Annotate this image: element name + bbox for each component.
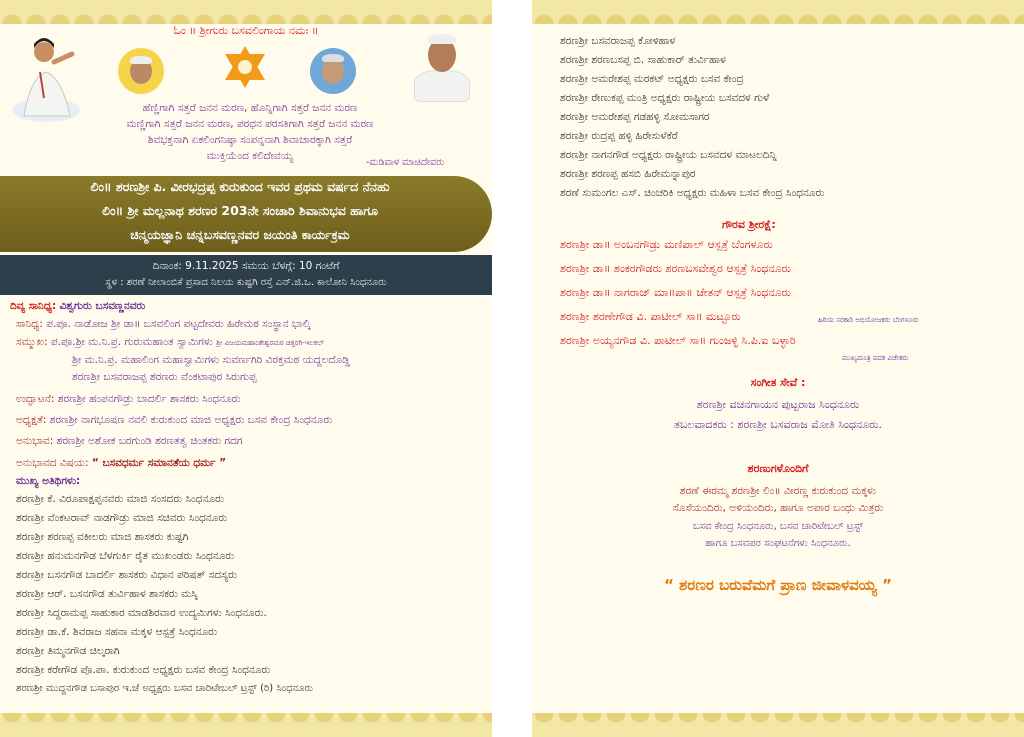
- vishaya-row: ಅನುಭಾವದ ವಿಷಯ: “ ಬಸವಧರ್ಮ ಸಮಾನತೆಯ ಧರ್ಮ ”: [16, 457, 227, 469]
- list-item: ಶರಣಶ್ರೀ ಅಮರೇಶಪ್ಪ ಮರಕಟ್ ಅಧ್ಯಕ್ಷರು ಬಸವ ಕೇಂದ್ರ: [560, 73, 744, 85]
- verse-author: -ಮಡಿವಾಳ ಮಾಚಿದೇವರು: [366, 157, 445, 168]
- honor-item: ಶರಣಶ್ರೀ ಶರಣೇಗೌಡ ವಿ. ಪಾಟೀಲ್ ಸಾ॥ ಮಟ್ಟೂರು: [560, 310, 741, 323]
- divya-row: ದಿವ್ಯ ಸಾನಿಧ್ಯ: ವಿಶ್ವಗುರು ಬಸವಣ್ಣನವರು: [10, 300, 146, 312]
- banner-line-1: ಲಿಂ॥ ಶರಣಶ್ರೀ ಪಿ. ವೀರಭದ್ರಪ್ಪ ಕುರುಕುಂದ ಇವರ ಪ್ರಥಮ ವರ್ಷದ ನೆನಹು: [90, 179, 390, 194]
- portrait-1: [118, 48, 164, 94]
- list-item: ಶರಣಶ್ರೀ ಶರಣಬಸಪ್ಪ ಬಿ. ಸಾಹುಕಾರ್ ತುರ್ವಿಹಾಳ: [560, 54, 726, 66]
- music-line-2: ತಬಲವಾದಕರು : ಶರಣಶ್ರೀ ಬಸವರಾಜ ಮೋತಿ ಸಿಂಧನೂರು.: [674, 418, 882, 431]
- list-item: ಶರಣಶ್ರೀ ಶರಣಪ್ಪ ವಕೀಲರು ಮಾಜಿ ಶಾಸಕರು ಕುಷ್ಟಗಿ: [16, 531, 189, 543]
- top-ornament-border: [0, 0, 492, 24]
- honor-item: ಶರಣಶ್ರೀ ಡಾ॥ ಶಂಕರಗೌಡರು ಶರಣಬಸವೇಶ್ವರ ಆಸ್ಪತ್ರೆ ಸಿಂಧನೂರು: [560, 262, 791, 275]
- guests-heading: ಮುಖ್ಯ ಅತಿಥಿಗಳು:: [16, 475, 81, 487]
- verse-line-2: ಮಣ್ಣಿಗಾಗಿ ಸತ್ತರೆ ಜನನ ಮರಣ, ಪರಧನ ಪರಸತಿಗಾಗಿ ಸತ್ತರೆ ಜನನ ಮರಣ: [126, 118, 374, 130]
- list-item: ಶರಣಶ್ರೀ ಬಸವರಾಜಪ್ಪ ಕೋಳಿಹಾಳ: [560, 35, 676, 47]
- sammukha-line-2: ಶ್ರೀ ಮ.ನಿ.ಪ್ರ. ಮಹಾಲಿಂಗ ಮಹಾಸ್ವಾಮಿಗಳು ಸುವರ್ಣಗಿರಿ ವಿರಕ್ತಮಠ ಯದ್ದಲದೊಡ್ಡಿ: [72, 354, 350, 366]
- portrait-2: [310, 48, 356, 94]
- list-item: ಶರಣಶ್ರೀ ರೇಣುಕಪ್ಪ ಮಂತ್ರಿ ಅಧ್ಯಕ್ಷರು ರಾಷ್ಟ್ರೀಯ ಬಸವದಳ ಗುಳೆ: [560, 92, 770, 104]
- invocation: ಓಂ ॥ ಶ್ರೀಗುರು ಬಸವಲಿಂಗಾಯ ನಮಃ ॥: [173, 24, 319, 37]
- with-line-4: ಹಾಗೂ ಬಸವಪರ ಸಂಘಟನೆಗಳು ಸಿಂಧನೂರು.: [705, 538, 851, 549]
- banner-line-2: ಲಿಂ॥ ಶ್ರೀ ಮಲ್ಲನಾಥ ಶರಣರ 203ನೇ ಸಂಚಾರಿ ಶಿವಾನುಭವ ಹಾಗೂ: [102, 203, 378, 218]
- title-banner: [0, 176, 492, 252]
- list-item: ಶರಣಶ್ರೀ ಶರಣಪ್ಪ ಹಸಬಿ ಹಿರೇಮನ್ನಾಪುರ: [560, 168, 696, 180]
- honor-item: ಶರಣಶ್ರೀ ಅಯ್ಯನಗೌಡ ವಿ. ಪಾಟೀಲ್ ಸಾ॥ ಗುಂಜಳ್ಳಿ ಸಿ.ಪಿ.ಐ ಬಳ್ಳಾರಿ: [560, 334, 796, 347]
- anubhava-row: ಅನುಭಾವ: ಶರಣಶ್ರೀ ಅಶೋಕ ಬರಗುಂಡಿ ಶರಣತತ್ವ ಚಿಂತಕರು ಗದಗ: [16, 435, 243, 447]
- right-page: [532, 0, 1024, 737]
- top-ornament-border: [532, 0, 1024, 24]
- page-gutter: [492, 0, 532, 737]
- with-line-3: ಬಸವ ಕೇಂದ್ರ ಸಿಂಧನೂರು, ಬಸವ ಚಾರಿಟೇಬಲ್ ಟ್ರಸ್ಟ್: [693, 521, 863, 532]
- sanidhya-row: ಸಾನಿಧ್ಯ: ಪ.ಪೂ. ನಾಡೋಜ ಶ್ರೀ ಡಾ॥ ಬಸವಲಿಂಗ ಪಟ್ಟದೇವರು ಹಿರೇಮಠ ಸಂಸ್ಥಾನ ಭಾಲ್ಕಿ: [16, 318, 311, 330]
- venue-line: ಸ್ಥಳ : ಶರಣೆ ನೀಲಾಂಬಿಕೆ ಪ್ರಸಾದ ನಿಲಯ ಕುಷ್ಟಗಿ ರಸ್ತೆ ಎನ್.ಜಿ.ಒ. ಕಾಲೋನಿ ಸಿಂಧನೂರು: [105, 277, 387, 288]
- honor-small-1: ಹಿರಿಯ ಸರಕಾರಿ ಅಭಿಯೋಜಕರು ಬೆಂಗಳೂರು: [818, 316, 919, 324]
- sammukha-row: ಸಮ್ಮುಖ: ಪ.ಪೂ.ಶ್ರೀ ಮ.ನಿ.ಪ್ರ. ಗುರುಮಹಾಂತ ಸ್ವಾಮಿಗಳು ಶ್ರೀ ವಿಜಯಮಹಾಂತೇಶ್ವರಮಠ ಚಿತ್ತರಗಿ-ಇಲಕಲ್: [16, 336, 324, 348]
- date-line: ದಿನಾಂಕ: 9.11.2025 ಸಮಯ ಬೆಳಗ್ಗೆ: 10 ಗಂಟೆಗೆ: [152, 260, 340, 272]
- bottom-ornament-border: [0, 713, 492, 737]
- date-venue-bar: [0, 255, 492, 295]
- music-heading: ಸಂಗೀತ ಸೇವೆ :: [750, 376, 806, 389]
- bottom-ornament-border: [532, 713, 1024, 737]
- closing-quote: “ ಶರಣರ ಬರುವೆಮಗೆ ಪ್ರಾಣ ಜೀವಾಳವಯ್ಯ ”: [663, 576, 893, 594]
- honor-heading: ಗೌರವ ಶ್ರೀರಕ್ಷೆ:: [722, 218, 776, 231]
- list-item: ಶರಣಶ್ರೀ ನಾಗನಗೌಡ ಅಧ್ಯಕ್ಷರು ರಾಷ್ಟ್ರೀಯ ಬಸವದಳ ಮಾಟಲದಿನ್ನಿ: [560, 149, 777, 161]
- list-item: ಶರಣಶ್ರೀ ಆರ್. ಬಸನಗೌಡ ತುರ್ವಿಹಾಳ ಶಾಸಕರು ಮಸ್ಕಿ: [16, 588, 198, 600]
- honor-item: ಶರಣಶ್ರೀ ಡಾ॥ ನಾಗರಾಜ್ ಮಾ॥ಪಾ॥ ಚೇತನ್ ಆಸ್ಪತ್ರೆ ಸಿಂಧನೂರು: [560, 286, 791, 299]
- list-item: ಶರಣಶ್ರೀ ಕೆ. ವಿರೂಪಾಕ್ಷಪ್ಪನವರು ಮಾಜಿ ಸಂಸದರು ಸಿಂಧನೂರು: [16, 493, 224, 505]
- list-item: ಶರಣೆ ಸುಮಂಗಲ ಎಸ್. ಚಿಂಚರಿಕಿ ಅಧ್ಯಕ್ಷರು ಮಹಿಳಾ ಬಸವ ಕೇಂದ್ರ ಸಿಂಧನೂರು: [560, 187, 825, 199]
- list-item: ಶರಣಶ್ರೀ ಮುದ್ದನಗೌಡ ಬಸಾಪುರ ಇ.ಜೆ ಅಧ್ಯಕ್ಷರು ಬಸವ ಚಾರಿಟೇಬಲ್ ಟ್ರಸ್ಟ್ (ರಿ) ಸಿಂಧನೂರು: [16, 683, 313, 694]
- honor-small-2: ಮುಖ್ಯಮಂತ್ರಿ ಪದಕ ವಿಜೇತರು: [842, 354, 909, 362]
- adhyaksha-row: ಅಧ್ಯಕ್ಷತೆ: ಶರಣಶ್ರೀ ನಾಗಭೂಷಣ ನವಲಿ ಕುರುಕುಂದ ಮಾಜಿ ಅಧ್ಯಕ್ಷರು ಬಸವ ಕೇಂದ್ರ ಸಿಂಧನೂರು: [16, 414, 333, 426]
- list-item: ಶರಣಶ್ರೀ ರುದ್ರಪ್ಪ ಹಳ್ಳಿ ಹಿರೇಸುಳೆಕೆರೆ: [560, 130, 678, 142]
- with-heading: ಶರಣುಗಳೊಂದಿಗೆ: [747, 462, 809, 475]
- list-item: ಶರಣಶ್ರೀ ಡಾ.ಕೆ. ಶಿವರಾಜ ಸಹನಾ ಮಕ್ಕಳ ಆಸ್ಪತ್ರೆ ಸಿಂಧನೂರು: [16, 626, 218, 638]
- honor-item: ಶರಣಶ್ರೀ ಡಾ॥ ಅಂಬನಗೌಡ್ರು ಮಣಿಪಾಲ್ ಆಸ್ಪತ್ರೆ ಬೆಂಗಳೂರು: [560, 238, 773, 251]
- list-item: ಶರಣಶ್ರೀ ತಿಮ್ಮನಗೌಡ ಚಿಲ್ಕರಾಗಿ: [16, 645, 120, 657]
- portrait-3: [410, 30, 474, 102]
- list-item: ಶರಣಶ್ರೀ ಅಮರೇಶಪ್ಪ ಗಡಹಳ್ಳಿ ಸೋಮಸಾಗರ: [560, 111, 710, 123]
- sammukha-line-3: ಶರಣಶ್ರೀ ಬಸವರಾಜಪ್ಪ ಶರಣರು ವೆಂಕಟಾಪುರ ಸಿರುಗುಪ್ಪ: [72, 371, 257, 383]
- verse-line-3: ಶಿವಭಕ್ತನಾಗಿ ಏಕಲಿಂಗನಿಷ್ಠಾ ಸಂಪನ್ನನಾಗಿ ಶಿವಾಚಾರಕ್ಕಾಗಿ ಸತ್ತರೆ: [147, 134, 353, 146]
- left-page: [0, 0, 492, 737]
- verse-line-4: ಮುಕ್ತಿಯೆಂದ ಕಲಿದೇವಯ್ಯ: [206, 150, 294, 162]
- udghatane-row: ಉದ್ಘಾಟನೆ: ಶರಣಶ್ರೀ ಹಂಪನಗೌಡ್ರು ಬಾದರ್ಲಿ ಶಾಸಕರು ಸಿಂಧನೂರು: [16, 393, 241, 405]
- star-emblem: [222, 44, 268, 90]
- list-item: ಶರಣಶ್ರೀ ಸಿದ್ದರಾಮಪ್ಪ ಸಾಹುಕಾರ ಮಾಡಶಿರವಾರ ಉದ್ಯಮಿಗಳು ಸಿಂಧನೂರು.: [16, 607, 267, 619]
- list-item: ಶರಣಶ್ರೀ ಕರೇಗೌಡ ಪೊ.ಪಾ. ಕುರುಕುಂದ ಅಧ್ಯಕ್ಷರು ಬಸವ ಕೇಂದ್ರ ಸಿಂಧನೂರು: [16, 664, 271, 676]
- verse-line-1: ಹೆಣ್ಣಿಗಾಗಿ ಸತ್ತರೆ ಜನನ ಮರಣ, ಹೊನ್ನಿಗಾಗಿ ಸತ್ತರೆ ಜನನ ಮರಣ: [142, 102, 358, 114]
- list-item: ಶರಣಶ್ರೀ ವೆಂಕಟರಾವ್ ನಾಡಗೌಡ್ರು ಮಾಜಿ ಸಚಿವರು ಸಿಂಧನೂರು: [16, 512, 228, 524]
- with-line-1: ಶರಣೆ ಈರಮ್ಮ ಶರಣಶ್ರೀ ಲಿಂ॥ ವೀರಣ್ಣ ಕುರುಕುಂದ ಮಕ್ಕಳು: [679, 485, 877, 497]
- list-item: ಶರಣಶ್ರೀ ಹನುಮನಗೌಡ ಬೆಳಗುರ್ಕಿ ರೈತ ಮುಖಂಡರು ಸಿಂಧನೂರು: [16, 550, 235, 562]
- list-item: ಶರಣಶ್ರೀ ಬಸನಗೌಡ ಬಾದರ್ಲಿ ಶಾಸಕರು ವಿಧಾನ ಪರಿಷತ್ ಸದಸ್ಯರು: [16, 569, 238, 581]
- banner-line-3: ಚಿನ್ಮಯಜ್ಞಾನಿ ಚನ್ನಬಸವಣ್ಣನವರ ಜಯಂತಿ ಕಾರ್ಯಕ್ರಮ: [130, 227, 350, 242]
- with-line-2: ಸೊಸೆಯಂದಿರು, ಅಳಿಯಂದಿರು, ಹಾಗೂ ಅಪಾರ ಬಂಧು ಮಿತ್ರರು: [672, 502, 884, 514]
- music-line-1: ಶರಣಶ್ರೀ ವಚನಗಾಯನ ಪುಟ್ಟರಾಜ ಸಿಂಧನೂರು: [696, 398, 860, 411]
